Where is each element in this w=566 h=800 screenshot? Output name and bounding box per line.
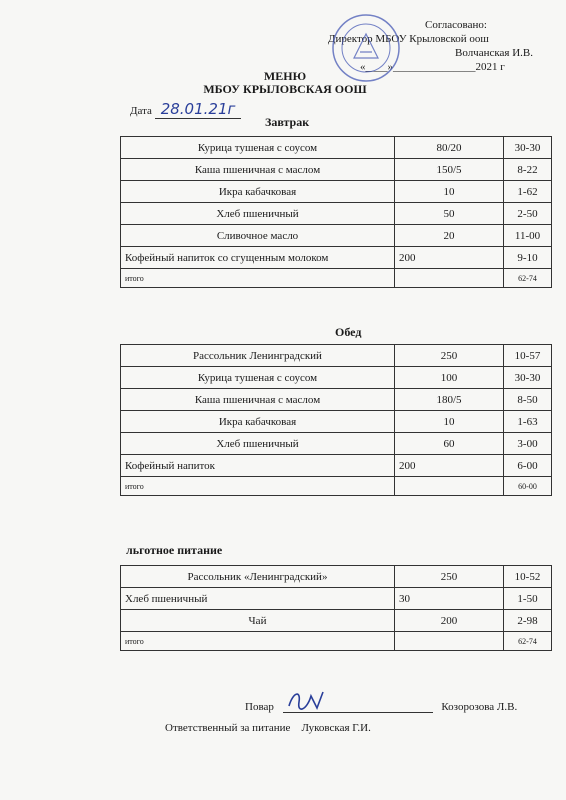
table-row (121, 137, 552, 159)
table-row (121, 411, 552, 433)
table-row (121, 181, 552, 203)
breakfast-heading: Завтрак (265, 115, 310, 129)
item-price: 10-57 (504, 345, 552, 367)
item-weight: 180/5 (395, 389, 504, 411)
title-menu: МЕНЮ (263, 69, 307, 83)
item-price: 8-22 (504, 159, 552, 181)
approval-director: Директор МБОУ Крыловской оош (328, 33, 489, 45)
item-name: Кофейный напиток со сгущенным молоком (121, 247, 395, 269)
item-weight: 100 (395, 367, 504, 389)
table-row (121, 159, 552, 181)
breakfast-table (120, 136, 552, 288)
item-price: 2-50 (504, 203, 552, 225)
item-weight: 80/20 (395, 137, 504, 159)
total-label: итого (121, 632, 395, 651)
cook-label: Повар (245, 701, 274, 713)
item-name: Хлеб пшеничный (121, 203, 395, 225)
item-name: Каша пшеничная с маслом (121, 389, 395, 411)
table-row (121, 203, 552, 225)
item-weight: 10 (395, 411, 504, 433)
item-name: Кофейный напиток (121, 455, 395, 477)
total-value: 62-74 (504, 269, 552, 288)
item-name: Икра кабачковая (121, 411, 395, 433)
total-row (121, 477, 552, 496)
item-price: 1-50 (504, 588, 552, 610)
lunch-table (120, 344, 552, 496)
total-row (121, 269, 552, 288)
total-value: 60-00 (504, 477, 552, 496)
approval-date-line: «____»_______________2021 г (360, 61, 505, 73)
total-row (121, 632, 552, 651)
item-weight: 60 (395, 433, 504, 455)
item-weight: 10 (395, 181, 504, 203)
date-field (130, 100, 241, 118)
item-name: Курица тушеная с соусом (121, 137, 395, 159)
table-row (121, 433, 552, 455)
item-price: 6-00 (504, 455, 552, 477)
total-value: 62-74 (504, 632, 552, 651)
cook-signature (245, 700, 517, 713)
item-price: 11-00 (504, 225, 552, 247)
item-name: Хлеб пшеничный (121, 588, 395, 610)
subsidized-heading: льготное питание (126, 543, 223, 557)
table-row (121, 566, 552, 588)
item-name: Икра кабачковая (121, 181, 395, 203)
table-row (121, 367, 552, 389)
subsidized-table (120, 565, 552, 651)
item-name: Каша пшеничная с маслом (121, 159, 395, 181)
item-price: 30-30 (504, 367, 552, 389)
item-price: 1-62 (504, 181, 552, 203)
item-price: 10-52 (504, 566, 552, 588)
item-price: 1-63 (504, 411, 552, 433)
page-title (200, 70, 370, 96)
table-row (121, 247, 552, 269)
table-row (121, 345, 552, 367)
item-weight: 200 (395, 610, 504, 632)
item-name: Сливочное масло (121, 225, 395, 247)
item-price: 8-50 (504, 389, 552, 411)
table-row (121, 610, 552, 632)
item-weight: 150/5 (395, 159, 504, 181)
item-weight: 50 (395, 203, 504, 225)
table-row (121, 225, 552, 247)
responsible-label: Ответственный за питание (165, 722, 291, 734)
item-name: Курица тушеная с соусом (121, 367, 395, 389)
cook-name: Козорозова Л.В. (441, 701, 518, 713)
responsible-signature (165, 722, 371, 734)
item-weight: 30 (395, 588, 504, 610)
lunch-heading: Обед (335, 325, 362, 339)
approval-heading: Согласовано: (425, 19, 487, 31)
signature-line (283, 700, 433, 713)
item-price: 3-00 (504, 433, 552, 455)
item-name: Рассольник Ленинградский (121, 345, 395, 367)
item-price: 9-10 (504, 247, 552, 269)
item-weight: 20 (395, 225, 504, 247)
table-row (121, 389, 552, 411)
date-label: Дата (130, 105, 152, 117)
item-weight: 250 (395, 566, 504, 588)
item-name: Чай (121, 610, 395, 632)
item-price: 30-30 (504, 137, 552, 159)
approval-signatory: Волчанская И.В. (455, 47, 534, 59)
item-weight: 250 (395, 345, 504, 367)
item-name: Рассольник «Ленинградский» (121, 566, 395, 588)
table-row (121, 588, 552, 610)
table-row (121, 455, 552, 477)
item-weight: 200 (395, 247, 504, 269)
item-price: 2-98 (504, 610, 552, 632)
item-weight: 200 (395, 455, 504, 477)
total-label: итого (121, 269, 395, 288)
total-label: итого (121, 477, 395, 496)
date-value: 28.01.21г (155, 100, 242, 119)
item-name: Хлеб пшеничный (121, 433, 395, 455)
responsible-name: Луковская Г.И. (301, 722, 371, 734)
title-school: МБОУ КРЫЛОВСКАЯ ООШ (203, 82, 367, 96)
handwritten-signature-icon (283, 686, 343, 714)
